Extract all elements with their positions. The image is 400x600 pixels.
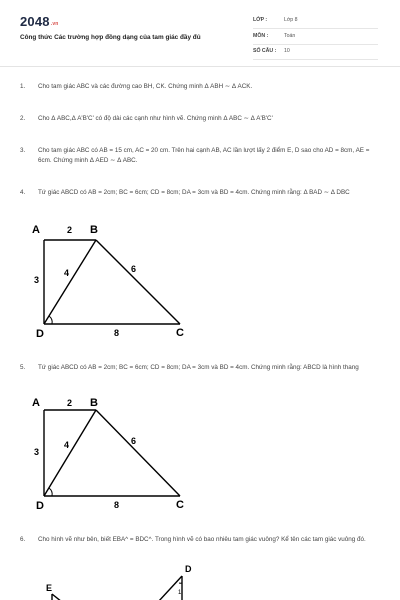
trapezoid-figure-q5 xyxy=(30,392,200,516)
edge-bc xyxy=(96,240,180,324)
edge-label-bd: 4 xyxy=(64,268,70,278)
vertex-label-c: C xyxy=(176,327,184,339)
edge-label-bc: 6 xyxy=(131,264,137,274)
question-number: 1. xyxy=(20,83,26,90)
question-text: Tứ giác ABCD có AB = 2cm; BC = 6cm; CD = 8cm; DA = 3cm và BD = 4cm. Chứng minh rằng: Δ BAD ∼ Δ DBC xyxy=(38,189,350,196)
meta-value: Lớp 8 xyxy=(284,17,298,23)
angle-mark-d xyxy=(49,488,52,496)
meta-row-subject xyxy=(253,30,378,45)
triangle-figure-q6 xyxy=(30,562,210,600)
meta-label: SỐ CÂU : xyxy=(253,48,277,54)
vertex-label-d: D xyxy=(36,500,44,512)
meta-row-count xyxy=(253,45,378,60)
vertex-label-a: A xyxy=(32,224,40,236)
question-number: 5. xyxy=(20,364,26,371)
edge-label-da: 3 xyxy=(34,447,40,457)
site-logo[interactable] xyxy=(20,14,59,29)
logo-main: 2048 xyxy=(20,14,50,29)
angle-number-d: 1 xyxy=(178,590,182,596)
question-text: Cho Δ ABC,Δ A'B'C' có độ dài các cạnh như hình vẽ. Chứng minh Δ ABC ∼ Δ A'B'C' xyxy=(38,115,273,122)
meta-value: 10 xyxy=(284,48,290,54)
edge-label-da: 3 xyxy=(34,275,40,285)
vertex-label-c: C xyxy=(176,499,184,511)
vertex-label-b: B xyxy=(90,397,98,409)
vertex-label-d: D xyxy=(36,328,44,340)
trapezoid-figure-q4 xyxy=(30,218,200,342)
edge-label-bd: 4 xyxy=(64,440,70,450)
logo-domain: .vn xyxy=(50,21,59,27)
question-text: Cho hình vẽ như bên, biết EBA^ = BDC^. Trong hình vẽ có bao nhiêu tam giác vuông? Kể tên các tam giác vuông đó. xyxy=(38,536,366,543)
edge-bc xyxy=(96,410,180,496)
page-title: Công thức Các trường hợp đồng dạng của tam giác đầy đủ xyxy=(20,34,201,41)
edge-diagonal xyxy=(158,576,182,600)
meta-value: Toán xyxy=(284,33,296,39)
question-number: 2. xyxy=(20,115,26,122)
edge-bd xyxy=(44,240,96,324)
angle-mark-d xyxy=(49,316,52,324)
question-number: 3. xyxy=(20,147,26,154)
meta-label: LỚP : xyxy=(253,17,268,23)
vertex-label-d: D xyxy=(185,564,192,574)
page-header xyxy=(0,0,400,67)
edge-label-ab: 2 xyxy=(67,398,73,408)
vertex-label-b: B xyxy=(90,224,98,236)
edge-label-ab: 2 xyxy=(67,225,73,235)
edge-bd xyxy=(44,410,96,496)
edge-label-dc: 8 xyxy=(114,328,120,338)
question-text: Cho tam giác ABC có AB = 15 cm, AC = 20 cm. Trên hai cạnh AB, AC lần lượt lấy 2 điểm E, D sao cho AD = 8cm, AE = 6cm. Chứng minh Δ AED ∼ Δ ABC. xyxy=(38,147,370,164)
vertex-label-e: E xyxy=(46,583,53,593)
edge-e-diagonal xyxy=(52,594,62,600)
question-number: 6. xyxy=(20,536,26,543)
question-number: 4. xyxy=(20,189,26,196)
edge-label-dc: 8 xyxy=(114,500,120,510)
edge-label-bc: 6 xyxy=(131,436,137,446)
question-text: Cho tam giác ABC và các đường cao BH, CK. Chứng minh Δ ABH ∼ Δ ACK. xyxy=(38,83,253,90)
meta-row-class xyxy=(253,14,378,29)
meta-label: MÔN : xyxy=(253,33,269,39)
vertex-label-a: A xyxy=(32,397,40,409)
question-text: Tứ giác ABCD có AB = 2cm; BC = 6cm; CD = 8cm; DA = 3cm và BD = 4cm. Chứng minh rằng: ABCD là hình thang xyxy=(38,364,359,371)
